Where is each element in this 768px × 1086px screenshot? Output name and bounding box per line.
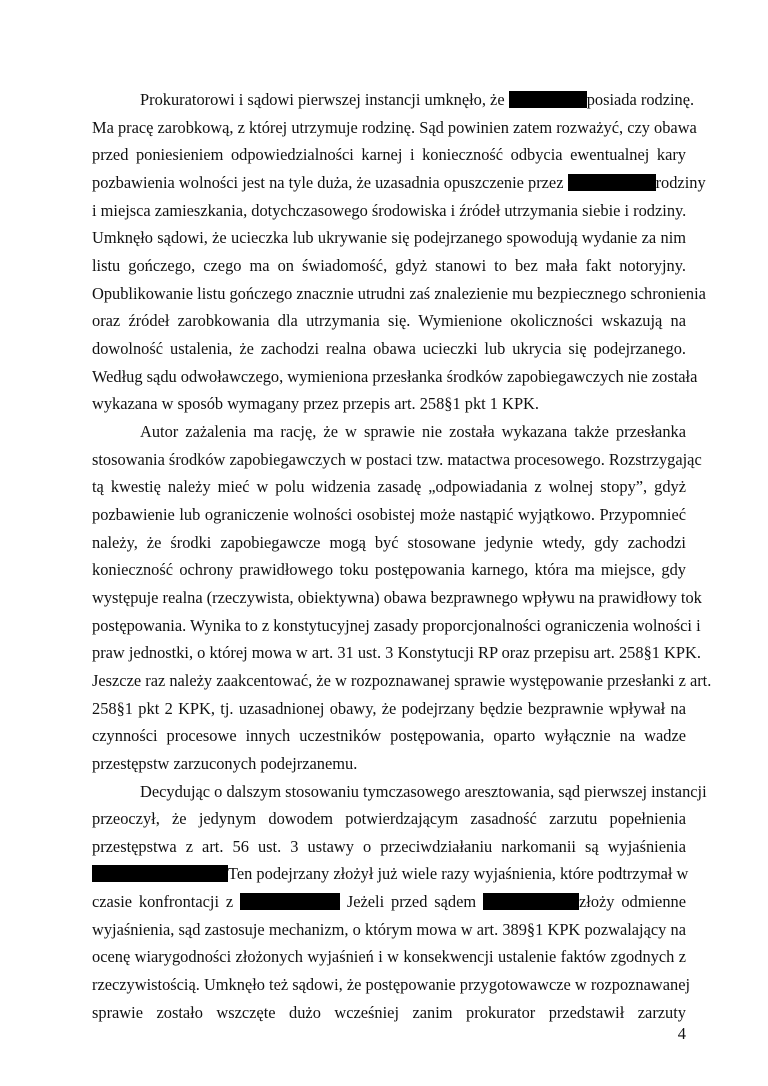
page-number: 4 — [677, 1024, 686, 1043]
text-line: przed poniesieniem odpowiedzialności karnej i konieczność odbycia ewentualnej kary — [92, 145, 686, 164]
text-line: 258§1 pkt 2 KPK, tj. uzasadnionej obawy, że podejrzany będzie bezprawnie wpływał na — [92, 699, 686, 718]
text-fragment: Ten podejrzany złożył już wiele razy wyjaśnienia, które podtrzymał w — [228, 864, 689, 883]
text-line: Jeszcze raz należy zaakcentować, że w rozpoznawanej sprawie występowanie przesłanki z art. — [92, 671, 712, 690]
text-line: Opublikowanie listu gończego znacznie utrudni zaś znalezienie mu bezpiecznego schronienia — [92, 284, 706, 303]
text-line: przeoczył, że jedynym dowodem potwierdzającym zasadność zarzutu popełnienia — [92, 809, 686, 828]
text-line: i miejsca zamieszkania, dotychczasowego środowiska i źródeł utrzymania siebie i rodziny. — [92, 201, 687, 220]
text-line: sprawie zostało wszczęte dużo wcześniej zanim prokurator przedstawił zarzuty — [92, 1003, 686, 1022]
redaction-block — [240, 893, 340, 910]
text-line: wyjaśnienia, sąd zastosuje mechanizm, o którym mowa w art. 389§1 KPK pozwalający na — [92, 920, 686, 939]
text-line: Decydując o dalszym stosowaniu tymczasowego aresztowania, sąd pierwszej instancji — [140, 782, 707, 801]
text-line: tą kwestię należy mieć w polu widzenia zasadę „odpowiadania z wolnej stopy”, gdyż — [92, 477, 686, 496]
text-line — [92, 864, 689, 884]
text-line: czynności procesowe innych uczestników postępowania, oparto wyłącznie na wadze — [92, 726, 686, 745]
text-line — [92, 173, 706, 193]
text-line: pozbawienie lub ograniczenie wolności osobistej może nastąpić wyjątkowo. Przypomnieć — [92, 505, 686, 524]
text-line: Umknęło sądowi, że ucieczka lub ukrywanie się podejrzanego spowodują wydanie za nim — [92, 228, 686, 247]
text-line: oraz źródeł zarobkowania dla utrzymania się. Wymienione okoliczności wskazują na — [92, 311, 686, 330]
text-line: listu gończego, czego ma on świadomość, gdyż stanowi to bez mała fakt notoryjny. — [92, 256, 686, 275]
text-line: dowolność ustalenia, że zachodzi realna obawa ucieczki lub ukrycia się podejrzanego. — [92, 339, 686, 358]
text-fragment: posiada rodzinę. — [586, 90, 695, 109]
text-fragment: Jeżeli przed sądem — [339, 892, 483, 911]
text-line: należy, że środki zapobiegawcze mogą być stosowane jedynie wtedy, gdy zachodzi — [92, 533, 686, 552]
text-fragment: Prokuratorowi i sądowi pierwszej instancji umknęło, że — [140, 90, 509, 109]
text-line: postępowania. Wynika to z konstytucyjnej zasady proporcjonalności ograniczenia wolności i — [92, 616, 701, 635]
text-line — [92, 892, 686, 912]
text-line: wykazana w sposób wymagany przez przepis art. 258§1 pkt 1 KPK. — [92, 394, 539, 413]
text-line: Ma pracę zarobkową, z której utrzymuje rodzinę. Sąd powinien zatem rozważyć, czy obawa — [92, 118, 697, 137]
text-line: rzeczywistością. Umknęło też sądowi, że postępowanie przygotowawcze w rozpoznawanej — [92, 975, 691, 994]
text-fragment: rodziny — [655, 173, 706, 192]
text-line: przestępstwa z art. 56 ust. 3 ustawy o przeciwdziałaniu narkomanii są wyjaśnienia — [92, 837, 686, 856]
redaction-block — [92, 865, 228, 882]
text-line: Autor zażalenia ma rację, że w sprawie nie została wykazana także przesłanka — [140, 422, 686, 441]
redaction-block — [483, 893, 579, 910]
text-line: praw jednostki, o której mowa w art. 31 ust. 3 Konstytucji RP oraz przepisu art. 258§1 KPK. — [92, 643, 701, 662]
text-line: konieczność ochrony prawidłowego toku postępowania karnego, która ma miejsce, gdy — [92, 560, 686, 579]
text-line: występuje realna (rzeczywista, obiektywna) obawa bezprawnego wpływu na prawidłowy tok — [92, 588, 702, 607]
text-fragment: pozbawienia wolności jest na tyle duża, że uzasadnia opuszczenie przez — [92, 173, 568, 192]
text-line — [140, 90, 695, 110]
text-fragment: złoży odmienne — [579, 892, 686, 911]
redaction-block — [568, 174, 656, 191]
text-line: ocenę wiarygodności złożonych wyjaśnień i w konsekwencji ustalenie faktów zgodnych z — [92, 947, 686, 966]
text-line: stosowania środków zapobiegawczych w postaci tzw. matactwa procesowego. Rozstrzygając — [92, 450, 702, 469]
text-fragment: czasie konfrontacji z — [92, 892, 240, 911]
redaction-block — [509, 91, 587, 108]
text-line: Według sądu odwoławczego, wymieniona przesłanka środków zapobiegawczych nie została — [92, 367, 698, 386]
text-line: przestępstw zarzuconych podejrzanemu. — [92, 754, 358, 773]
